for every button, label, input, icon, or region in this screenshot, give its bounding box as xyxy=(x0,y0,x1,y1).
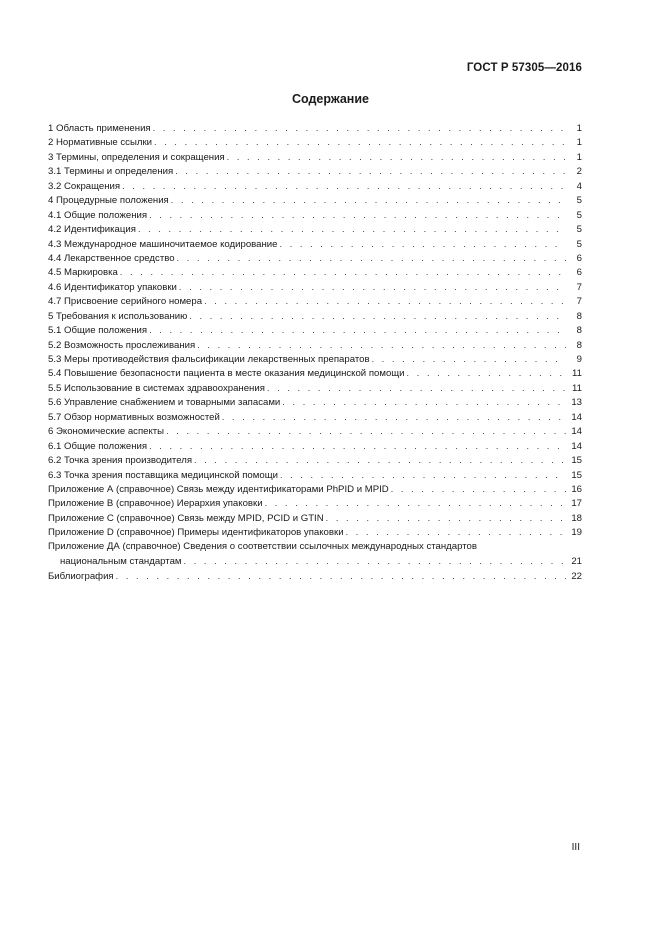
toc-entry-label: 6.3 Точка зрения поставщика медицинской помощи xyxy=(48,469,278,481)
dot-leader xyxy=(184,554,566,568)
toc-entry-appendix-da-line2[interactable] xyxy=(48,554,582,568)
toc-entry-label: национальным стандартам xyxy=(60,556,182,568)
toc-entry-label: 6.2 Точка зрения производителя xyxy=(48,455,193,467)
toc-entry-label: Приложение ДА (справочное) Сведения о соответствии ссылочных международных стандартов xyxy=(48,540,477,552)
toc-entry-page: 8 xyxy=(576,310,582,322)
toc-entry-page: 2 xyxy=(576,166,582,178)
toc-entry[interactable] xyxy=(48,468,582,482)
document-code: ГОСТ Р 57305—2016 xyxy=(466,62,582,74)
toc-entry-label: 5.5 Использование в системах здравоохранения xyxy=(48,382,265,394)
dot-leader xyxy=(282,395,566,409)
toc-entry-label: Приложение С (справочное) Связь между MPID, PCID и GTIN xyxy=(48,512,324,524)
toc-entry-label: 2 Нормативные ссылки xyxy=(48,137,153,149)
toc-entry-page: 8 xyxy=(576,339,582,351)
toc-entry-label: 4.2 Идентификация xyxy=(48,224,136,236)
toc-entry-label: 5.3 Меры противодействия фальсификации лекарственных препаратов xyxy=(48,354,370,365)
dot-leader xyxy=(171,193,566,207)
toc-entry[interactable] xyxy=(48,366,582,380)
toc-entry-label: 4.5 Маркировка xyxy=(48,267,118,279)
toc-entry-page: 5 xyxy=(576,238,582,250)
toc-entry-page: 6 xyxy=(576,267,582,279)
dot-leader xyxy=(326,511,566,525)
toc-entry-label: 5.6 Управление снабжением и товарными запасами xyxy=(48,397,281,409)
toc-entry-bibliography[interactable] xyxy=(48,569,582,583)
toc-entry-label: 4.7 Присвоение серийного номера xyxy=(48,296,203,308)
toc-entry-label: 4.6 Идентификатор упаковки xyxy=(48,281,177,293)
toc-entry[interactable] xyxy=(48,424,582,438)
dot-leader xyxy=(177,251,566,265)
toc-entry-label: 4 Процедурные положения xyxy=(48,195,169,207)
toc-entry-label: Приложение В (справочное) Иерархия упаковки xyxy=(48,498,263,510)
dot-leader xyxy=(153,121,566,135)
dot-leader xyxy=(407,366,566,380)
toc-entry[interactable] xyxy=(48,309,582,323)
toc-entry-page: 5 xyxy=(576,195,582,207)
toc-entry-label: 4.4 Лекарственное средство xyxy=(48,252,175,264)
toc-entry-page: 4 xyxy=(576,180,582,192)
toc-entry-label: 3 Термины, определения и сокращения xyxy=(48,151,225,163)
toc-entry-label: 3.1 Термины и определения xyxy=(48,166,174,178)
toc-entry[interactable] xyxy=(48,135,582,149)
toc-entry-label: 6 Экономические аспекты xyxy=(48,426,165,438)
dot-leader xyxy=(175,164,566,178)
toc-entry[interactable] xyxy=(48,453,582,467)
toc-entry-page: 11 xyxy=(572,382,582,394)
toc-entry[interactable] xyxy=(48,265,582,279)
dot-leader xyxy=(154,135,566,149)
toc-entry-label: 5.2 Возможность прослеживания xyxy=(48,339,196,351)
dot-leader xyxy=(204,294,566,308)
dot-leader xyxy=(120,265,566,279)
dot-leader xyxy=(138,222,566,236)
toc-entry[interactable] xyxy=(48,193,582,207)
dot-leader xyxy=(391,482,566,496)
toc-entry[interactable] xyxy=(48,150,582,164)
toc-entry-label: 1 Область применения xyxy=(48,123,151,134)
toc-entry-label: 4.1 Общие положения xyxy=(48,209,148,221)
dot-leader xyxy=(149,208,566,222)
toc-entry[interactable] xyxy=(48,294,582,308)
dot-leader xyxy=(346,525,566,539)
toc-entry-label: Библиография xyxy=(48,570,114,582)
dot-leader xyxy=(227,150,566,164)
toc-entry-page: 14 xyxy=(571,411,582,423)
toc-entry[interactable] xyxy=(48,323,582,337)
dot-leader xyxy=(149,323,566,337)
toc-entry-page: 1 xyxy=(576,123,582,134)
dot-leader xyxy=(122,179,566,193)
dot-leader xyxy=(189,309,566,323)
toc-entry-label: 5.7 Обзор нормативных возможностей xyxy=(48,411,220,423)
toc-entry[interactable] xyxy=(48,164,582,178)
toc-title: Содержание xyxy=(291,92,369,106)
toc-entry-page: 11 xyxy=(572,368,582,380)
toc-entry-page: 22 xyxy=(571,570,582,582)
toc-entry-label: 3.2 Сокращения xyxy=(48,180,121,192)
toc-entry-page: 19 xyxy=(571,527,582,539)
toc-entry[interactable] xyxy=(48,482,582,496)
toc-entry-page: 21 xyxy=(571,556,582,568)
toc-entry-label: 6.1 Общие положения xyxy=(48,440,148,452)
toc-entry-page: 7 xyxy=(576,296,582,308)
toc-entry[interactable] xyxy=(48,121,582,135)
dot-leader xyxy=(149,439,566,453)
toc-entry-label: 5 Требования к использованию xyxy=(48,310,188,322)
dot-leader xyxy=(222,410,566,424)
page-number: III xyxy=(571,842,580,853)
toc-entry[interactable] xyxy=(48,208,582,222)
toc-entry-page: 16 xyxy=(571,483,582,495)
dot-leader xyxy=(265,496,566,510)
toc-entry-page: 1 xyxy=(576,137,582,149)
toc-entry[interactable] xyxy=(48,410,582,424)
toc-entry[interactable] xyxy=(48,179,582,193)
toc-entry-page: 1 xyxy=(576,151,582,163)
toc-entry-page: 9 xyxy=(576,354,582,365)
dot-leader xyxy=(267,381,566,395)
toc-entry-label: Приложение А (справочное) Связь между идентификаторами PhPID и MPID xyxy=(48,483,389,495)
toc-entry-page: 14 xyxy=(571,440,582,452)
toc-entry[interactable] xyxy=(48,395,582,409)
toc-entry-label: 5.1 Общие положения xyxy=(48,325,148,337)
toc-entry-label: 4.3 Международное машиночитаемое кодирование xyxy=(48,238,278,250)
toc-entry-label: 5.4 Повышение безопасности пациента в месте оказания медицинской помощи xyxy=(48,368,405,380)
dot-leader xyxy=(280,468,566,482)
toc-entry[interactable] xyxy=(48,237,582,251)
toc-entry[interactable] xyxy=(48,222,582,236)
toc-entry[interactable] xyxy=(48,525,582,539)
toc-entry[interactable] xyxy=(48,352,582,366)
dot-leader xyxy=(197,338,566,352)
toc-entry-appendix-da-line1[interactable] xyxy=(48,540,582,554)
dot-leader xyxy=(179,280,566,294)
toc-entry-page: 6 xyxy=(576,252,582,264)
toc-entry-page: 18 xyxy=(571,512,582,524)
toc-entry-page: 14 xyxy=(571,426,582,438)
toc-entry-page: 8 xyxy=(576,325,582,337)
toc-entry-page: 7 xyxy=(576,281,582,293)
dot-leader xyxy=(116,569,566,583)
toc-entry-page: 5 xyxy=(576,209,582,221)
toc-entry[interactable] xyxy=(48,280,582,294)
toc-entry[interactable] xyxy=(48,381,582,395)
dot-leader xyxy=(166,424,566,438)
table-of-contents xyxy=(48,121,582,583)
toc-entry-page: 5 xyxy=(576,224,582,236)
toc-entry-page: 17 xyxy=(571,498,582,510)
toc-entry[interactable] xyxy=(48,439,582,453)
toc-entry-page: 15 xyxy=(571,469,582,481)
toc-entry-page: 15 xyxy=(571,455,582,467)
toc-entry-label: Приложение D (справочное) Примеры идентификаторов упаковки xyxy=(48,527,344,539)
toc-entry[interactable] xyxy=(48,511,582,525)
toc-entry[interactable] xyxy=(48,251,582,265)
dot-leader xyxy=(372,352,566,366)
dot-leader xyxy=(280,237,567,251)
toc-entry-page: 13 xyxy=(571,397,582,409)
dot-leader xyxy=(194,453,566,467)
toc-entry[interactable] xyxy=(48,338,582,352)
toc-entry[interactable] xyxy=(48,496,582,510)
